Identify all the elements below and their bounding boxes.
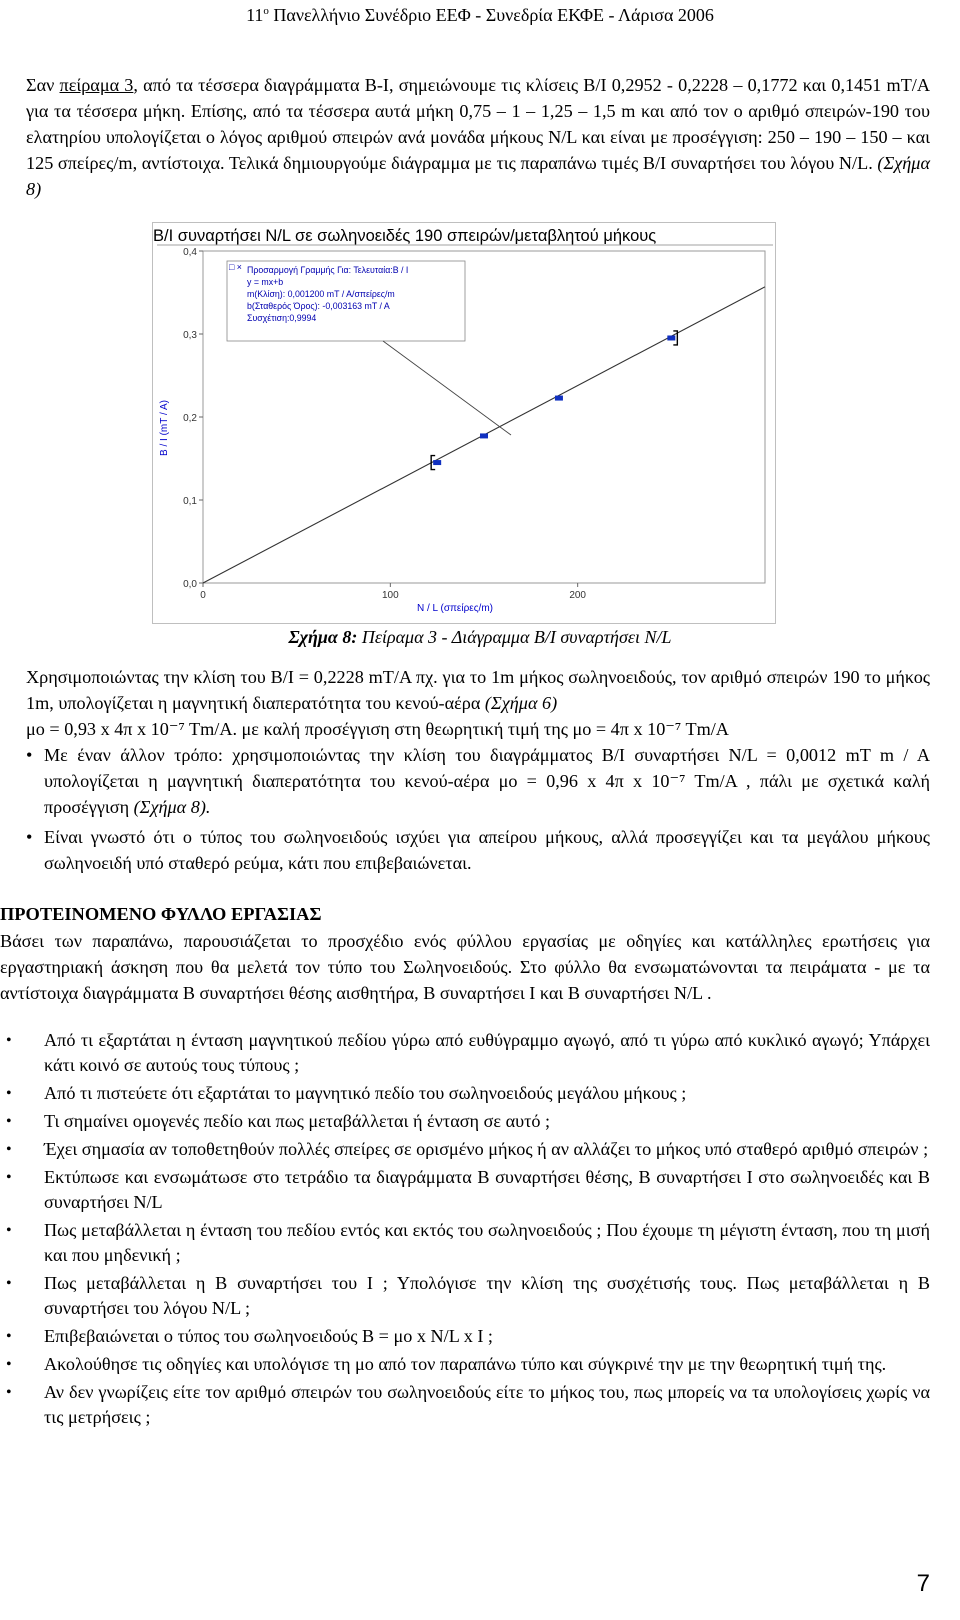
page-number: 7 — [916, 1570, 930, 1597]
question-text: Πως μεταβάλλεται η Β συναρτήσει του Ι ; Υπολόγισε την κλίση της συσχέτισής τους. Πως μεταβάλλεται η Β συναρτήσει του λόγου N/L ; — [44, 1273, 930, 1318]
y-tick-label: 0,4 — [183, 247, 197, 258]
y-tick-label: 0,0 — [183, 579, 197, 590]
calc-paragraph — [26, 664, 930, 742]
y-axis-label: B / I (mT / A) — [159, 400, 170, 456]
list-item — [0, 1352, 930, 1377]
question-text: Πως μεταβάλλεται η ένταση του πεδίου εντός και εκτός του σωληνοειδούς ; Που έχουμε τη μέγιστη ένταση, που τη μισή και που μηδενική ; — [44, 1220, 930, 1265]
bullet-text: Είναι γνωστό ότι ο τύπος του σωληνοειδούς ισχύει για απείρου μήκους, αλλά προσεγγίζει και τα μεγάλου μήκους σωληνοειδή υπό σταθερό ρεύμα, κάτι που επιβεβαιώνεται. — [44, 827, 930, 873]
figure-8-reference: (Σχήμα 8) — [26, 153, 930, 199]
question-text: Επιβεβαιώνεται ο τύπος του σωληνοειδούς Β = μο x N/L x I ; — [44, 1326, 493, 1346]
y-tick-label: 0,1 — [183, 496, 197, 507]
bullet-dot-icon: • — [26, 827, 33, 847]
annotation-header: Προσαρμογή Γραμμής Για: Τελευταία:B / I — [247, 265, 409, 275]
annotation-intercept: b(Σταθερός Όρος): -0,003163 mT / A — [247, 301, 390, 311]
chart-svg — [153, 223, 775, 623]
x-axis-label: N / L (σπείρες/m) — [416, 603, 494, 614]
header-superscript: ο — [263, 5, 269, 17]
x-tick-label: 200 — [569, 590, 587, 601]
bullet-dot-icon: • — [6, 1356, 12, 1373]
bullet-dot-icon: • — [6, 1113, 12, 1130]
mu-value-line: μο = 0,93 x 4π x 10⁻⁷ Tm/A. με καλή προσέγγιση στη θεωρητική τιμή της μο = 4π x 10⁻⁷ Tm/A — [26, 719, 729, 739]
question-text: Τι σημαίνει ομογενές πεδίο και πως μεταβάλλεται ή ένταση σε αυτό ; — [44, 1111, 551, 1131]
annotation-equation: y = mx+b — [247, 277, 284, 287]
list-item — [0, 1380, 930, 1430]
experiment-3-link: πείραμα 3 — [59, 75, 134, 95]
intro-paragraph — [26, 72, 930, 202]
data-point — [667, 335, 675, 340]
chart-title: B/I συναρτήσει N/L σε σωληνοειδές 190 σπειρών/μεταβλητού μήκους — [153, 227, 657, 245]
y-tick-label: 0,3 — [183, 330, 197, 341]
bullet-item — [26, 824, 930, 876]
annotation-close-icon[interactable]: □ × — [229, 262, 242, 272]
question-text: Από τι πιστεύετε ότι εξαρτάται το μαγνητικό πεδίο του σωληνοειδούς μεγάλου μήκους ; — [44, 1083, 687, 1103]
bullet-text: Με έναν άλλον τρόπο: χρησιμοποιώντας την κλίση του διαγράμματος Β/Ι συναρτήσει N/L = 0,0012 mT m / A υπολογίζεται η μαγνητική διαπερατότητα του κενού-αέρα μο = 0,96 x 4π x 10⁻⁷ Tm/A , πάλι με σχετικά καλή προσέγγιση — [44, 745, 930, 817]
question-text: Αν δεν γνωρίζεις είτε τον αριθμό σπειρών του σωληνοειδούς είτε το μήκος του, πως μπορείς να τα υπολογίσεις χωρίς να τις μετρήσεις ; — [44, 1382, 930, 1427]
question-text: Έχει σημασία αν τοποθετηθούν πολλές σπείρες σε ορισμένο μήκος ή αν αλλάζει το μήκος υπό σταθερό αριθμό σπειρών ; — [44, 1139, 929, 1159]
data-point — [433, 460, 441, 465]
running-header — [0, 0, 960, 26]
intro-text-a: Σαν — [26, 75, 60, 95]
caption-label: Σχήμα 8: — [288, 627, 358, 647]
bullet-dot-icon: • — [6, 1141, 12, 1158]
figure-8-chart — [152, 222, 776, 624]
question-text: Εκτύπωσε και ενσωμάτωσε στο τετράδιο τα διαγράμματα Β συναρτήσει θέσης, Β συναρτήσει Ι στο σωληνοειδές και Β συναρτήσει N/L — [44, 1167, 930, 1212]
x-tick-label: 100 — [381, 590, 399, 601]
bullet-dot-icon: • — [6, 1032, 12, 1049]
question-text: Από τι εξαρτάται η ένταση μαγνητικού πεδίου γύρω από ευθύγραμμο αγωγό, από τι γύρω από κυκλικό αγωγό; Υπάρχει κάτι κοινό σε αυτούς τους τύπους ; — [44, 1030, 930, 1075]
section-intro: Βάσει των παραπάνω, παρουσιάζεται το προσχέδιο ενός φύλλου εργασίας με οδηγίες και κατάλληλες ερωτήσεις για εργαστηριακή άσκηση που θα μελετά τον τύπο του Σωληνοειδούς. Στο φύλλο θα ενσωματώνονται τα πειράματα - με τα αντίστοιχα διαγράμματα Β συναρτήσει θέσης αισθητήρα, Β συναρτήσει Ι και Β συναρτήσει N/L . — [0, 931, 930, 1003]
calc-text: Χρησιμοποιώντας την κλίση του Β/Ι = 0,2228 mT/A πχ. για το 1m μήκος σωληνοειδούς, τον αριθμό σπειρών 190 το μήκος 1m, υπολογίζεται η μαγνητική διαπερατότητα του κενού-αέρα — [26, 667, 930, 713]
y-tick-label: 0,2 — [183, 413, 197, 424]
list-item — [0, 1324, 930, 1349]
header-number: 11 — [246, 5, 264, 25]
data-point — [480, 433, 488, 438]
bullet-dot-icon: • — [6, 1085, 12, 1102]
intro-text-b: , από τα τέσσερα διαγράμματα Β-Ι, σημειώνουμε τις κλίσεις Β/Ι 0,2952 - 0,2228 – 0,1772 και 0,1451 mT/A για τα τέσσερα μήκη. Επίσης, από τα τέσσερα αυτά μήκη 0,75 – 1 – 1,25 – 1,5 m και από τον ο αριθμό σπειρών-190 του ελατηρίου υπολογίζεται ο λόγος αριθμού σπειρών ανά μονάδα μήκους N/L και είναι με προσέγγιση: 250 – 190 – 150 – και 125 σπείρες/m, αντίστοιχα. Τελικά δημιουργούμε διάγραμμα με τις παραπάνω τιμές Β/Ι συναρτήσει του λόγου N/L. — [26, 75, 930, 173]
list-item — [0, 1081, 930, 1106]
annotation-slope: m(Κλίση): 0,001200 mT / A/σπείρες/m — [247, 289, 395, 299]
list-item — [0, 1109, 930, 1134]
list-item — [0, 1218, 930, 1268]
annotation-correlation: Συσχέτιση:0,9994 — [247, 313, 317, 323]
question-text: Ακολούθησε τις οδηγίες και υπολόγισε τη μο από τον παραπάνω τύπο και σύγκρινέ την με την θεωρητική τιμή της. — [44, 1354, 887, 1374]
section-title: ΠΡΟΤΕΙΝΟΜΕΝΟ ΦΥΛΛΟ ΕΡΓΑΣΙΑΣ — [0, 904, 322, 924]
bullet-dot-icon: • — [6, 1275, 12, 1292]
bullet-dot-icon: • — [6, 1384, 12, 1401]
worksheet-questions — [0, 1028, 930, 1433]
bullet-reference: (Σχήμα 8). — [133, 797, 211, 817]
figure-6-reference: (Σχήμα 6) — [484, 693, 558, 713]
bullet-dot-icon: • — [26, 745, 33, 765]
list-item — [0, 1165, 930, 1215]
header-text: Πανελλήνιο Συνέδριο ΕΕΦ - Συνεδρία ΕΚΦΕ - Λάρισα 2006 — [268, 5, 714, 25]
bullet-dot-icon: • — [6, 1169, 12, 1186]
bullet-dot-icon: • — [6, 1328, 12, 1345]
x-tick-label: 0 — [200, 590, 206, 601]
data-point — [555, 396, 563, 401]
list-item — [0, 1028, 930, 1078]
list-item — [0, 1271, 930, 1321]
bullet-dot-icon: • — [6, 1222, 12, 1239]
list-item — [0, 1137, 930, 1162]
caption-text: Πείραμα 3 - Διάγραμμα Β/Ι συναρτήσει N/L — [357, 627, 672, 647]
bullet-item — [26, 742, 930, 820]
figure-8-caption — [0, 626, 960, 648]
